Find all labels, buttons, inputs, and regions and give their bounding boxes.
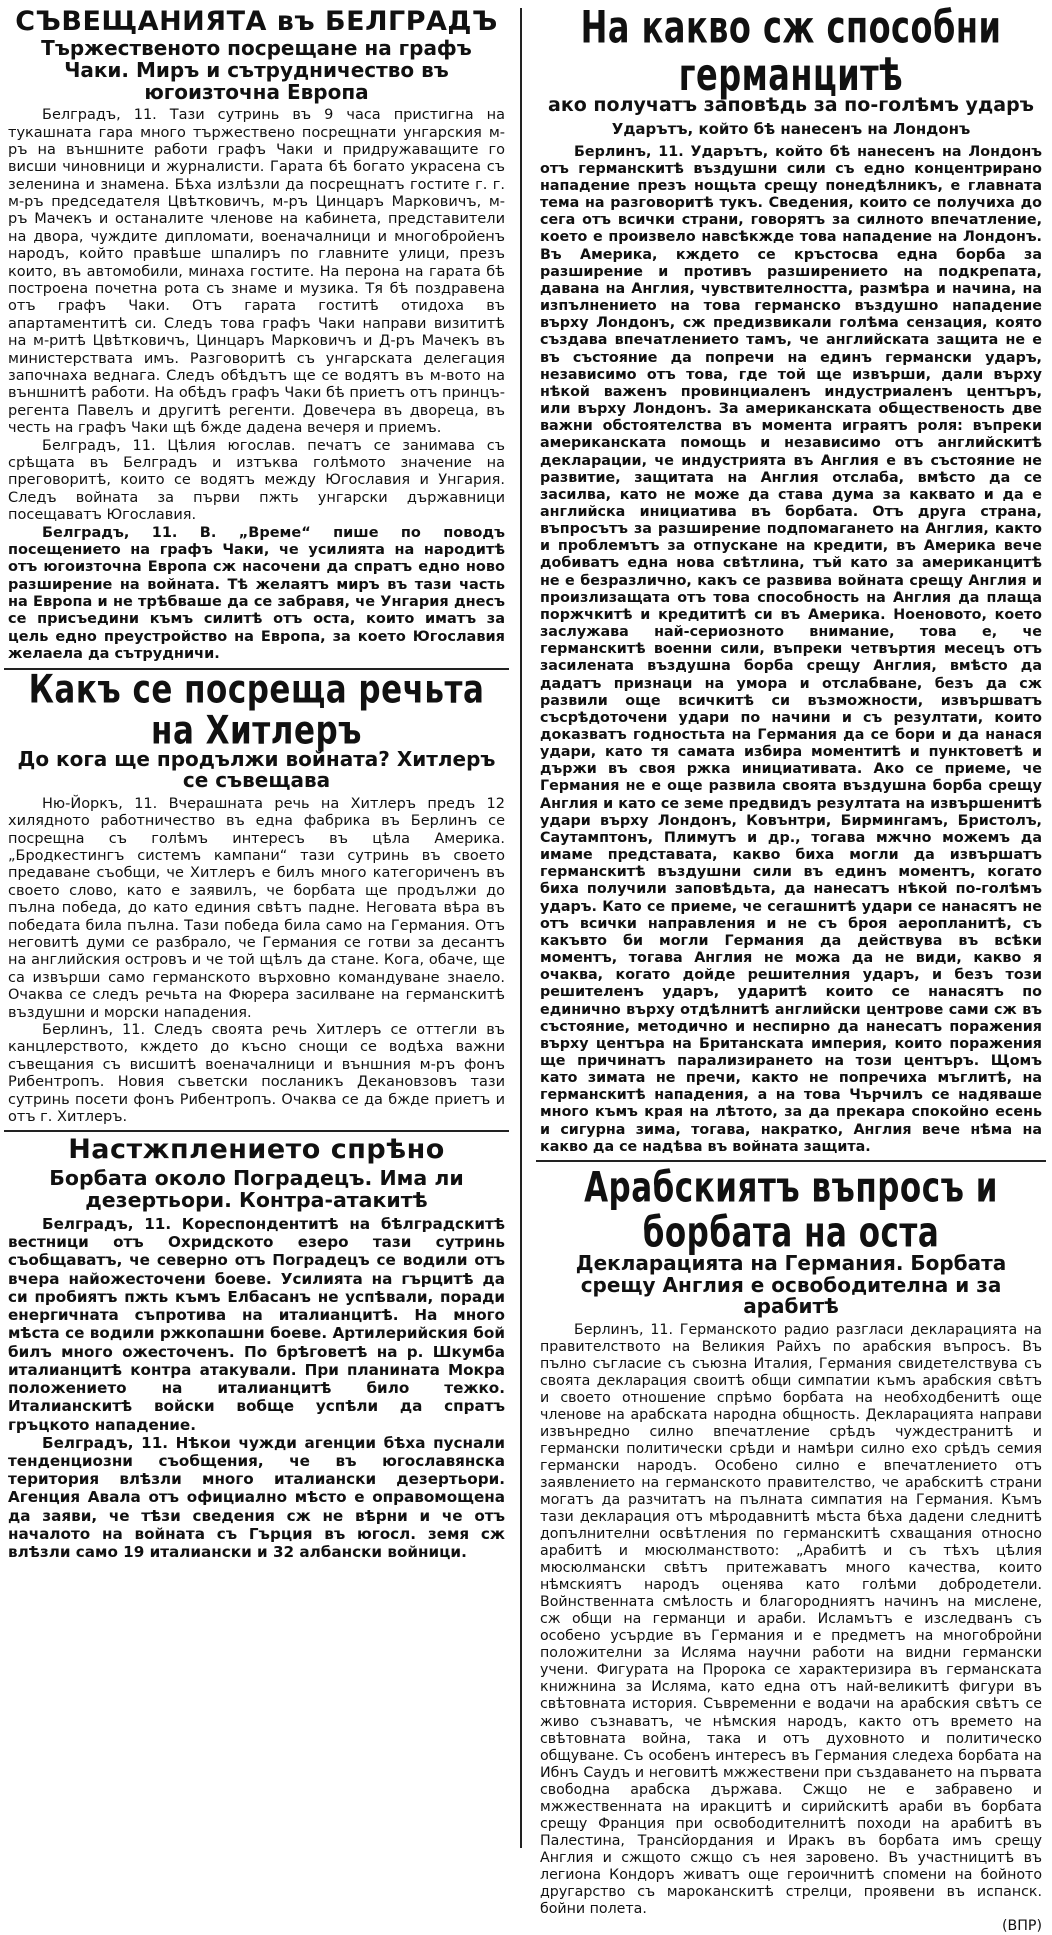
divider	[4, 1130, 509, 1132]
article-paragraph: Белградъ, 11. Нѣкои чужди агенции бѣха пуснали тенденциозни съобщения, че въ югославянска територия влѣзли много италиански дезертьори. Агенция Авала отъ официално мѣсто е оправомощена да заяви, че тѣзи сведения сж не вѣрни и че отъ началото на войната съ Гърция въ югосл. земя сж влѣзли само 19 италиански и 32 албански войници.	[8, 1433, 505, 1562]
article-headline: Настжплението спрѣно	[68, 1134, 445, 1166]
right-column	[536, 0, 1046, 1934]
article-headline: СЪВЕЩАНИЯТА въ БЕЛГРАДЪ	[15, 6, 498, 37]
article-paragraph: Берлинъ, 11. Ударътъ, който бѣ нанесенъ на Лондонъ отъ германскитѣ въздушни сили съ едно концентрирано нападение презъ нощьта срещу понедѣлникъ, е главната тема на разговоритѣ тукъ. Сведения, които се получиха до сега отъ всички страни, говорятъ за силното впечатление, което е произвело навсѣкжде това нападение на Лондонъ. Въ Америка, кждето се кръстосва една борба за разширение и противъ разширението на подкрепата, давана на Англия, чувствителността, размѣра и начина, на изпълнението на това германско въздушно нападение върху Лондонъ, сж предизвикали голѣма сензация, която създава впечатлението тамъ, че английската защита не е въ състояние да попречи на единъ германски ударъ, независимо отъ това, где той ще извърши, дали върху нѣкой важенъ провинциаленъ индустриаленъ центъръ, или върху Лондонъ. За американската общественость две важни обстоятелства въ момента играятъ роля: въпреки американската помощь и независимо отъ английскитѣ декларации, че индустрията въ Англия е въ състояние не развитие, защитата на Англия отслаба, вмѣсто да се засилва, като не може да става дума за каквато и да е английска инициатива въ борбата. Отъ друга страна, въпросътъ за разширение подпомагането на Англия, както и проблемътъ за отпускане на кредити, въ Америка вече добиватъ една нова свѣтлина, тъй като за американцитѣ не е безразлично, какъ се развива войната срещу Англия и произлизащата отъ това способность на Англия да плаща поржчкитѣ и кредититѣ си въ Америка. Ноеновото, което заслужава най-сериозното внимание, това е, че германскитѣ военни сили, въпреки четвъртия месецъ отъ засилената въздушна борба срещу Англия, вмѣсто да дадатъ признаци на умора и отслабване, безъ да сж развили още всичкитѣ си възможности, извършватъ съсрѣдоточени удари по начини и съ резултати, които доказватъ годностьта на Германия да се бори и да нанася удари, като тя самата избира моментитѣ и пунктоветѣ и държи въ своя ржка инициативата. Ако се приеме, че Германия не е още развила своята въздушна борба срещу Англия и като се земе предвидъ резултата на извършенитѣ удари върху Лондонъ, Ковънтри, Бирмингамъ, Бристолъ, Саутамптонъ, Плимутъ и др., тогава мжчно можемъ да имаме представата, какво биха могли да извършатъ германскитѣ въздушни сили въ единъ моментъ, когато биха получили заповѣдьта, да нанесатъ нѣкой по-голѣмъ ударъ. Като се приеме, че сегашнитѣ удари се нанасятъ не отъ всички направления и не съ броя аеропланитѣ, съ какъвто би могли Германия да действува въ всѣки моментъ, тогава Англия не можа да не види, какво я очаква, когато дойде решителния ударъ, и безъ този решителенъ ударъ, ударитѣ които се нанасятъ по единично върху отдѣлнитѣ английски центрове сами сж въ състояние, методично и неспирно да нанесатъ поражения върху центъра на Британската империя, които поражения ще причинатъ парализирането на този центъръ. Щомъ като зимата не пречи, както не попречиха мъглитѣ, на германскитѣ нападения, а на това Чърчилъ се надяваше много къмъ края на лѣтото, за да прекара спокойно есень и сигурна зима, тогава, накратко, Англия вече нѣма на какво да се надѣва въ войната защита.	[540, 143, 1042, 1155]
article-subhead: Декларацията на Германия. Борбата срещу Англия е освободителна и за арабитѣ	[575, 1251, 1007, 1319]
article-headline: На какво сж способни германцитѣ	[580, 0, 1002, 101]
article-dek: Ударътъ, който бѣ нанесенъ на Лондонъ	[611, 119, 971, 138]
article-subhead: Борбата около Поградецъ. Има ли дезертьори. Контра-атакитѣ	[49, 1165, 464, 1212]
article-subhead: Тържественото посрещане на графъ Чаки. Миръ и сътрудничество въ югоизточна Европа	[41, 36, 472, 104]
divider	[536, 1160, 1046, 1162]
article-subhead: ако получатъ заповѣдь за по-голѣмъ ударъ	[548, 94, 1034, 117]
article-paragraph: Ню-Йоркъ, 11. Вчерашната речь на Хитлеръ предъ 12 хилядното работничество въ една фабрика въ Берлинъ се посрещна съ голѣмъ интересъ въ цѣла Америка. „Бродкестингъ системъ кампани“ тази сутринь въ своето предаване съобщи, че Хитлеръ е билъ много категориченъ въ своето слово, като е заявилъ, че борбата ще продължи до пълна победа, до като единия свѣтъ падне. Неговата вѣра въ победата била пълна. Тази победа била само на Германия. Отъ неговитѣ думи се разбрало, че Германия се готви за десантъ на английския островъ и че той щѣлъ да стане. Кога, обаче, ще са извърши само германското върховно командуване знаело. Очаква се следъ речьта на Фюрера засилване на германскитѣ въздушни и морски нападения.	[8, 795, 505, 1021]
article-paragraph: Берлинъ, 11. Германското радио разгласи декларацията на правителството на Великия Райхъ по арабския въпросъ. Въ пълно съгласие съ съюзна Италия, Германия свидетелствува съ своята декларация своитѣ общи симпатии къмъ арабския свѣтъ и своето отношение спрѣмо борбата на необходбенитѣ още членове на арабската народна общность. Декларацията направи извънредно силно впечатление срѣдъ чуждестранитѣ и германски политически срѣди и намѣри силно ехо срѣдъ семия германски народъ. Особено силно е впечатлението отъ заявлението на германското правителство, че арабскитѣ страни могатъ да разчитатъ на пълната симпатия на Германия. Къмъ тази декларация отъ мѣродавнитѣ мѣста бѣха дадени следнитѣ допълнителни освѣтления по германскитѣ схващания относно арабитѣ и мюсюлманството: „Арабитѣ и съ тѣхъ цѣлия мюсюлмански свѣтъ притежаватъ много качества, които нѣмскиятъ народъ оценява като голѣми добродетели. Войнственната смѣлость и благородниятъ начинъ на мислене, сж общи на германци и араби. Исламътъ е изследванъ съ особено усърдие въ Германия и е предметъ на многобройни положителни за Исляма научни работи на видни германски учени. Фигурата на Пророка се характеризира въ германската книжнина за Исляма, като една отъ най-великитѣ фигури въ свѣтовната история. Съвременни е водачи на арабския свѣтъ се живо съзнаватъ, че нѣмския народъ, както отъ времето на свѣтовната война, така и отъ духовното и политическо общуване. Съ особенъ интересъ въ Германия следеха борбата на Ибнъ Саудъ и неговитѣ мжжествени при създаването на първата свободна арабска държава. Сжщо не е забравено и мжжественната на иракцитѣ и сирийскитѣ араби въ борбата срещу Франция при освободителнитѣ походи на арабитѣ въ Палестина, Трансйордания и Иракъ въ борбата имъ срещу Англия и сжщото сжщо съ нея заровено. Въ участницитѣ въ легиона Кондоръ живатъ още героичнитѣ спомени на бойното другарство съ мароканскитѣ стрелци, проявени въ испанск. бойни полета.	[540, 1321, 1042, 1917]
column-divider	[520, 8, 522, 1848]
article-signature: (ВПР)	[1001, 1917, 1042, 1934]
article-headline: Какъ се посреща речьта на Хитлеръ	[28, 666, 485, 753]
left-column	[4, 8, 509, 1853]
article-paragraph: Берлинъ, 11. Следъ своята речь Хитлеръ се оттегли въ канцлерството, кждето до късно снощи се водѣха важни съвещания съ висшитѣ военачалници и външния м-ръ фонъ Рибентропъ. Новия съветски посланикъ Декановзовъ тази сутринь посети фонъ Рибентропъ. Очаква се да бжде приетъ и отъ г. Хитлеръ.	[8, 1021, 505, 1125]
article-arab	[536, 1163, 1046, 1934]
article-belgrade	[4, 8, 509, 664]
article-paragraph: Белградъ, 11. Тази сутринь въ 9 часа пристигна на тукашната гара много тържествено посрещнати унгарския м-ръ на външните работи графъ Чаки и придружаващите го висши чиновници и журналисти. Гарата бѣ богато украсена съ зеленина и знамена. Бѣха излѣзли да посрещнатъ гостите г. г. м-ръ председателя Цвѣтковичъ, м-ръ Цинцаръ Марковичъ, м-ръ Мачекъ и останалите членове на кабинета, представители на двора, чуждите дипломати, военачалници и многобройенъ народъ, който правѣше шпалиръ по главните улици, презъ които, въ автомобили, минаха гостите. На перона на гарата бѣ построена почетна рота съ знаме и музика. Тя бѣ поздравена отъ графъ Чаки. Отъ гарата гоститѣ отидоха въ апартаментитѣ си. Следъ това графъ Чаки направи визититѣ на м-ритѣ Цвѣтковичъ, Цинцаръ Марковичъ и Д-ръ Мачекъ въ министерствата имъ. Разговоритѣ съ унгарската делегация започнаха веднага. Следъ обѣдътъ ще се водятъ въ м-вото на външнитѣ работи. На обѣдъ графъ Чаки бѣ приетъ отъ принцъ-регента Павелъ и другитѣ регенти. Довечера въ двореца, въ честь на графъ Чаки щѣ бжде дадена вечеря и приемъ.	[8, 107, 505, 437]
article-headline: Арабскиятъ въпросъ и борбата на оста	[584, 1163, 998, 1257]
article-hitler	[4, 666, 509, 1127]
article-offensive	[4, 1136, 509, 1561]
article-paragraph: Белградъ, 11. Кореспондентитѣ на бѣлградскитѣ вестници отъ Охридското езеро тази сутринь съобщаватъ, че северно отъ Поградецъ се водили отъ вчера найожесточени боеве. Усилията на гърцитѣ да си пробиятъ пжть къмъ Елбасанъ не успѣвали, поради енергичната съпротива на италианцитѣ. На много мѣста се водили ржкопашни боеве. Артилерийския бой билъ много ожесточенъ. По брѣговетѣ на р. Шкумба италианцитѣ контра атакували. При планината Мокра положението на италианцитѣ било тежко. Италианскитѣ войски вобще успѣли да спратъ гръцкото нападение.	[8, 1214, 505, 1434]
article-subhead: До кога ще продължи войната? Хитлеръ се съвещава	[17, 746, 496, 793]
article-paragraph: Белградъ, 11. Цѣлия югослав. печатъ се занимава съ срѣщата въ Белградъ и изтъква голѣмото значение на преговоритѣ, които се водятъ между Югославия и Унгария. Следъ войната за първи пжть унгарски държавници посещаватъ Югославия.	[8, 437, 505, 524]
article-germans	[536, 0, 1046, 1156]
article-paragraph: Белградъ, 11. В. „Време“ пише по поводъ посещението на графъ Чаки, че усилията на народитѣ отъ югоизточна Европа сж насочени да спратъ едно ново разширение на войната. Тѣ желаятъ миръ въ тази часть на Европа и не трѣбваше да се забравя, че Унгария днесъ се присъедини къмъ силитѣ отъ оста, които иматъ за цель едно преустройство на Европа, за което Югославия желаела да сътрудничи.	[8, 524, 505, 663]
